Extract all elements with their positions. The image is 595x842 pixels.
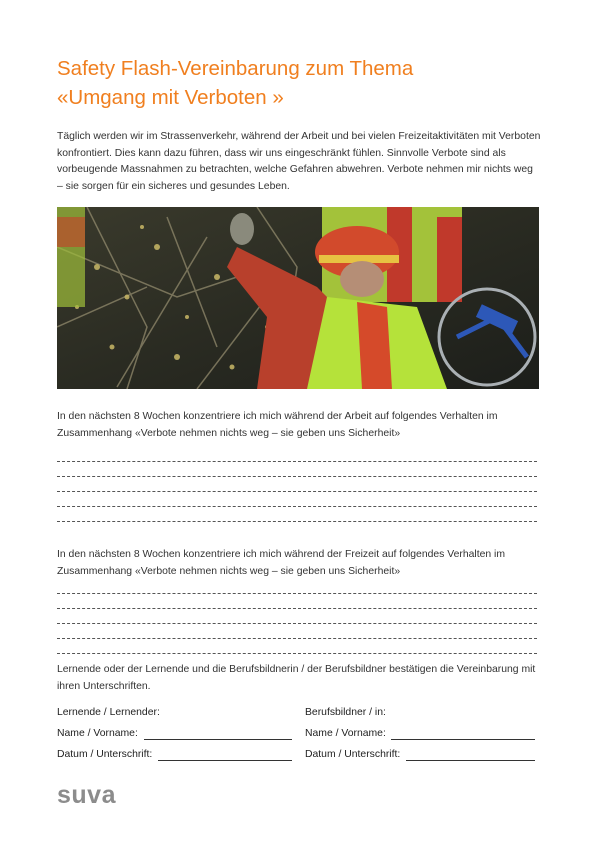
answer-line-leisure-5[interactable] — [57, 653, 537, 654]
trainer-heading: Berufsbildner / in: — [305, 707, 386, 718]
trainer-date-signature-label: Datum / Unterschrift: — [305, 749, 401, 760]
leisure-commitment-text: In den nächsten 8 Wochen konzentriere ich mich während der Freizeit auf folgendes Verhalten im Zusammenhang «Verbote nehmen nichts weg – sie geben uns Sicherheit» — [57, 549, 506, 577]
trainer-signature-field[interactable] — [406, 760, 535, 761]
apprentice-name-field[interactable] — [144, 739, 292, 740]
answer-line-work-2[interactable] — [57, 476, 537, 477]
trainer-name-field[interactable] — [391, 739, 535, 740]
answer-line-leisure-2[interactable] — [57, 608, 537, 609]
apprentice-name-label: Name / Vorname: — [57, 728, 138, 739]
answer-line-work-5[interactable] — [57, 521, 537, 522]
answer-line-work-4[interactable] — [57, 506, 537, 507]
page-title — [57, 54, 547, 112]
answer-line-leisure-4[interactable] — [57, 638, 537, 639]
answer-line-work-1[interactable] — [57, 461, 537, 462]
title-line-1: Safety Flash-Vereinbarung zum Thema — [57, 57, 414, 80]
forest-workers-photo — [57, 207, 539, 389]
work-commitment-text: In den nächsten 8 Wochen konzentriere ich mich während der Arbeit auf folgendes Verhalten im Zusammenhang «Verbote nehmen nichts weg – sie geben uns Sicherheit» — [57, 411, 498, 439]
suva-logo: suva — [57, 781, 116, 809]
answer-line-work-3[interactable] — [57, 491, 537, 492]
apprentice-signature-field[interactable] — [158, 760, 292, 761]
trainer-name-label: Name / Vorname: — [305, 728, 386, 739]
answer-line-leisure-1[interactable] — [57, 593, 537, 594]
title-line-2: «Umgang mit Verboten » — [57, 86, 284, 109]
apprentice-heading: Lernende / Lernender: — [57, 707, 160, 718]
answer-line-leisure-3[interactable] — [57, 623, 537, 624]
intro-paragraph: Täglich werden wir im Strassenverkehr, während der Arbeit und bei vielen Freizeitaktivitäten mit Verboten konfrontiert. Dies kann dazu führen, dass wir uns eingeschränkt fühlen. Sinnvolle Verbote sind als vorbeugende Massnahmen zu betrachten, welche Gefahren abwehren. Verbote nehmen mir nichts weg – sie sorgen für ein sicheres und gesundes Leben. — [57, 131, 541, 192]
apprentice-date-signature-label: Datum / Unterschrift: — [57, 749, 153, 760]
confirmation-text: Lernende oder der Lernende und die Berufsbildnerin / der Berufsbildner bestätigen die Vereinbarung mit ihren Unterschriften. — [57, 664, 536, 692]
